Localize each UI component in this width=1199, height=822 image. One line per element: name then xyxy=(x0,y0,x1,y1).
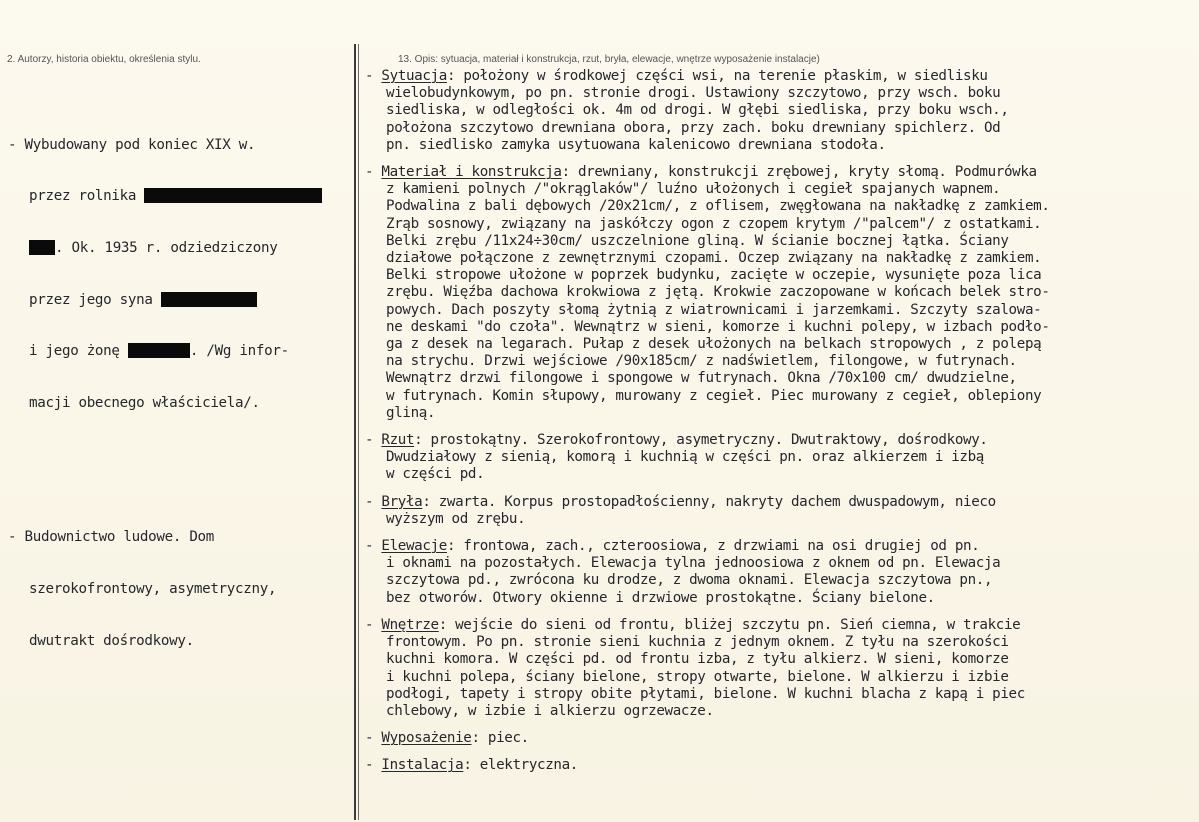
elewacje-line-3: szczytowa pd., zwrócona ku drodze, z dwoma oknami. Elewacja szczytowa pn., xyxy=(386,572,993,589)
left-column xyxy=(8,68,348,725)
material-line-1: - Materiał i konstrukcja: drewniany, konstrukcji zrębowej, kryty słomą. Podmurówka xyxy=(365,164,1037,181)
style-paragraph xyxy=(8,495,348,684)
history-line-1: - Wybudowany pod koniec XIX w. xyxy=(8,136,256,153)
section-label: Bryła xyxy=(381,493,423,510)
sytuacja-line-1: - Sytuacja: położony w środkowej części wsi, na terenie płaskim, w siedlisku xyxy=(365,68,988,84)
material-line-13: Wewnątrz drzwi filongowe i spongowe w futrynach. Okna /70x100 cm/ dwudzielne, xyxy=(386,370,1017,387)
bryla-line-2: wyższym od zrębu. xyxy=(386,510,526,527)
sytuacja-line-3: siedliska, w odległości ok. 4m od drogi. W głębi siedliska, przy boku wsch., xyxy=(386,102,1009,119)
right-column xyxy=(365,68,1193,780)
column-divider-secondary xyxy=(358,44,359,820)
history-line-5: i jego żonę . /Wg infor- xyxy=(29,343,289,360)
material-line-9: powych. Dach poszyty słomą żytnią z wiatrownicami i jarzemkami. Szczyty szalowa- xyxy=(386,301,1042,318)
section-label: Wnętrze xyxy=(381,616,439,633)
elewacje-line-1: - Elewacje: frontowa, zach., czteroosiowa, z drzwiami na osi drugiej od pn. xyxy=(365,538,980,555)
section-label: Sytuacja xyxy=(381,68,447,84)
material-line-11: ga z desek na legarach. Pułap z desek ułożonych na belkach stropowych , z polepą xyxy=(386,336,1042,353)
section-sytuacja xyxy=(365,68,1193,154)
right-column-header: 13. Opis: sytuacja, materiał i konstrukcja, rzut, bryła, elewacje, wnętrze wyposażenie instalacje) xyxy=(398,54,820,65)
material-line-5: Belki zrębu /11x24÷30cm/ uszczelnione gliną. W ścianie bocznej łątka. Ściany xyxy=(386,232,1009,249)
history-paragraph xyxy=(8,102,348,446)
history-line-4: przez jego syna xyxy=(8,292,348,309)
wnetrze-line-3: kuchni komora. W części pd. od frontu izba, z tyłu alkierz. W sieni, komorze xyxy=(386,651,1009,668)
wnetrze-line-2: frontowym. Po pn. stronie sieni kuchnia z jednym oknem. Z tyłu na szerokości xyxy=(386,634,1009,651)
redaction-block xyxy=(144,188,322,203)
section-label: Wyposażenie xyxy=(381,730,472,747)
sytuacja-line-2: wielobudynkowym, po pn. stronie drogi. Ustawiony szczytowo, przy wsch. boku xyxy=(386,85,1001,102)
section-label: Rzut xyxy=(381,432,415,449)
bryla-line-1: - Bryła: zwarta. Korpus prostopadłościenny, nakryty dachem dwuspadowym, nieco xyxy=(365,493,996,510)
material-line-15: gliną. xyxy=(386,404,436,421)
material-line-4: Zrąb sosnowy, związany na jaskółczy ogon z czopem krytym /"palcem"/ z ostatkami. xyxy=(386,215,1042,232)
style-line-1: - Budownictwo ludowe. Dom xyxy=(8,529,215,546)
history-line-3: . Ok. 1935 r. odziedziczony xyxy=(8,240,348,257)
material-line-10: ne deskami "do czoła". Wewnątrz w sieni, komorze i kuchni polepy, w izbach podło- xyxy=(386,318,1050,335)
material-line-2: z kamieni polnych /"okrąglaków"/ luźno ułożonych i cegieł spajanych wapnem. xyxy=(386,181,1001,198)
section-material xyxy=(365,164,1193,422)
elewacje-line-4: bez otworów. Otwory okienne i drzwiowe prostokątne. Ściany bielone. xyxy=(386,589,935,606)
wnetrze-line-1: - Wnętrze: wejście do sieni od frontu, bliżej szczytu pn. Sień ciemna, w trakcie xyxy=(365,616,1021,633)
style-line-2: szerokofrontowy, asymetryczny, xyxy=(29,580,277,597)
section-elewacje xyxy=(365,538,1193,607)
material-line-7: Belki stropowe ułożone w poprzek budynku, zacięte w oczepie, wysunięte poza lica xyxy=(386,267,1042,284)
rzut-line-2: Dwudziałowy z sienią, komorą i kuchnią w części pn. oraz alkierzem i izbą xyxy=(386,449,984,466)
section-label: Elewacje xyxy=(381,538,447,555)
section-wyposazenie xyxy=(365,730,1193,747)
material-line-8: zrębu. Więźba dachowa krokwiowa z jętą. Krokwie zaczopowane w końcach belek stro- xyxy=(386,284,1050,301)
rzut-line-1: - Rzut: prostokątny. Szerokofrontowy, asymetryczny. Dwutraktowy, dośrodkowy. xyxy=(365,432,988,449)
wnetrze-line-5: podłogi, tapety i stropy obite płytami, bielone. W kuchni blacha z kapą i piec xyxy=(386,685,1025,702)
history-line-6: macji obecnego właściciela/. xyxy=(29,394,260,411)
section-bryla xyxy=(365,494,1193,528)
wyposazenie-line-1: - Wyposażenie: piec. xyxy=(365,730,529,747)
elewacje-line-2: i oknami na pozostałych. Elewacja tylna jednoosiowa z oknem od pn. Elewacja xyxy=(386,555,1001,572)
material-line-12: na strychu. Drzwi wejściowe /90x185cm/ z nadświetlem, filongowe, w futrynach. xyxy=(386,353,1017,370)
section-rzut xyxy=(365,432,1193,484)
material-line-3: Podwalina z bali dębowych /20x21cm/, z oflisem, zwęgłowana na nakładkę z zamkiem. xyxy=(386,198,1050,215)
history-line-2: przez rolnika xyxy=(8,188,348,205)
redaction-block xyxy=(29,240,55,255)
section-label: Instalacja xyxy=(381,757,464,774)
wnetrze-line-4: i kuchni polepa, ściany bielone, stropy otwarte, bielone. W alkierzu i izbie xyxy=(386,668,1009,685)
section-instalacja xyxy=(365,757,1193,774)
section-label: Materiał i konstrukcja xyxy=(381,164,562,181)
redaction-block xyxy=(161,292,257,307)
left-column-header: 2. Autorzy, historia obiektu, określenia stylu. xyxy=(7,54,201,65)
material-line-6: działowe połączone z zewnętrznymi czopami. Oczep związany na nakładkę z zamkiem. xyxy=(386,250,1042,267)
column-divider xyxy=(354,44,356,820)
redaction-block xyxy=(128,343,190,358)
section-wnetrze xyxy=(365,617,1193,720)
instalacja-line-1: - Instalacja: elektryczna. xyxy=(365,757,578,774)
wnetrze-line-6: chlebowy, w izbie i alkierzu ogrzewacze. xyxy=(386,702,714,719)
sytuacja-line-4: położona szczytowo drewniana obora, przy zach. boku drewniany spichlerz. Od xyxy=(386,119,1001,136)
rzut-line-3: w części pd. xyxy=(386,466,485,483)
style-line-3: dwutrakt dośrodkowy. xyxy=(29,632,194,649)
sytuacja-line-5: pn. siedlisko zamyka usytuowana kalenicowo drewniana stodoła. xyxy=(386,136,886,153)
material-line-14: w futrynach. Komin słupowy, murowany z cegieł. Piec murowany z cegieł, oblepiony xyxy=(386,387,1042,404)
